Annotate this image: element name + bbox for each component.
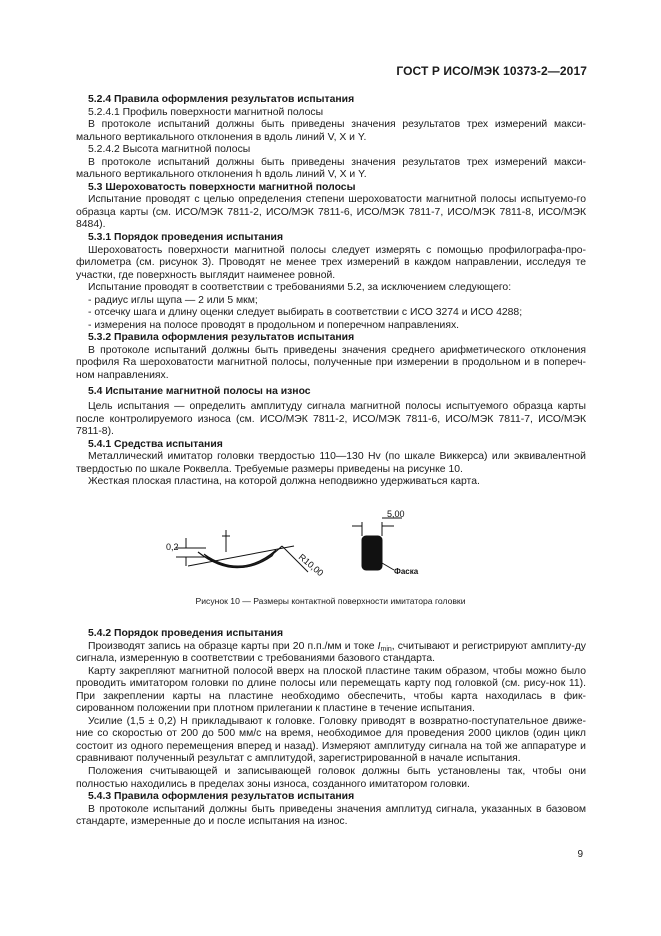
list-item: - радиус иглы щупа — 2 или 5 мкм; [88,294,258,306]
paragraph: Шероховатость поверхности магнитной полосы следует измерять с помощью профилографа-про-филометра (см. рисунок 3). Проводят не менее трех измерений в каждом направлении, исследуя те участки, где поверхность выглядит наименее ровной. [76,244,586,281]
section-heading: 5.4.3 Правила оформления результатов испытания [88,791,355,803]
paragraph: В протоколе испытаний должны быть приведены значения амплитуд сигнала, указанных в базовом стандарте, измеренные до и после испытания на износ. [76,803,586,828]
paragraph: Карту закрепляют магнитной полосой вверх на плоской пластине таким образом, чтобы можно было проводить имитатором головки по длине полосы или перемещать карту под головкой (см. рису-нок 11). При закреплении карты на пластине необходимо обеспечить, чтобы карта находилась в фик-сированном положении при плотном прилегании к пластине в течение испытания. [76,665,586,715]
paragraph: Усилие (1,5 ± 0,2) Н прикладывают к головке. Головку приводят в возвратно-поступательное движе-ние со скоростью от 200 до 500 мм/с на время, необходимое для проведения 2000 циклов (один цикл состоит из одного перемещения вперед и назад). Измеряют амплитуду сигнала на той же аппаратуре и сравнивают полученный результат с амплитудой, зарегистрированной в начале испытания. [76,715,586,765]
paragraph: Цель испытания — определить амплитуду сигнала магнитной полосы испытуемого образца карты после контролируемого износа (см. ИСО/МЭК 7811-2, ИСО/МЭК 7811-6, ИСО/МЭК 7811-7, ИСО/МЭК 7811-8). [76,401,586,438]
paragraph: Жесткая плоская пластина, на которой должна неподвижно удерживаться карта. [88,476,480,488]
text-run: , считывают и регистрируют амплиту-ду сигнала, измеренную в соответствии с требованиями базового стандарта. [76,640,586,665]
list-item: - отсечку шага и длину оценки следует выбирать в соответствии с ИСО 3274 и ИСО 4288; [88,307,523,319]
section-heading: 5.2.4 Правила оформления результатов испытания [88,94,355,105]
section-heading: 5.3.2 Правила оформления результатов испытания [88,332,355,344]
section-heading: 5.4 Испытание магнитной полосы на износ [88,385,311,397]
section-heading: 5.4.1 Средства испытания [88,438,223,450]
paragraph: Испытание проводят в соответствии с требованиями 5.2, за исключением следующего: [88,282,512,294]
chamfer-label: Фаска [394,567,419,576]
figure-10-caption: Рисунок 10 — Размеры контактной поверхности имитатора головки [195,596,466,606]
paragraph: В протоколе испытаний должны быть приведены значения результатов трех измерений макси-мального вертикального отклонения h вдоль линий V, X и Y. [76,156,586,181]
section-heading: 5.3.1 Порядок проведения испытания [88,232,284,244]
dim-left-label: 0,2 [166,542,179,552]
page-number: 9 [577,849,583,860]
paragraph: Металлический имитатор головки твердостью 110—130 Hv (по шкале Виккерса) или эквивалентной твердостью по шкале Роквелла. Требуемые размеры приведены на рисунке 10. [76,451,586,475]
section-5-2-4-to-5-4-1 [76,94,586,489]
section-heading: 5.3 Шероховатость поверхности магнитной полосы [88,181,356,193]
section-5-4-2-to-5-4-3 [76,628,586,829]
document-code-header: ГОСТ Р ИСО/МЭК 10373-2—2017 [396,64,587,78]
paragraph: Положения считывающей и записывающей головок должны быть установлены так, чтобы они полностью находились в пределах зоны износа, созданного имитатором головки. [76,766,586,790]
paragraph: 5.2.4.1 Профиль поверхности магнитной полосы [88,106,324,118]
curved-head-profile [176,530,308,572]
dim-width-label: 5,00 [387,509,405,519]
paragraph [76,641,586,666]
section-heading: 5.4.2 Порядок проведения испытания [88,628,284,639]
variable: I [377,640,381,652]
subscript: min [380,645,392,653]
paragraph: 5.2.4.2 Высота магнитной полосы [88,144,251,156]
paragraph: Испытание проводят с целью определения степени шероховатости магнитной полосы испытуемо-го образца карты (см. ИСО/МЭК 7811-2, ИСО/МЭК 7811-6, ИСО/МЭК 7811-7, ИСО/МЭК 7811-8, ИСО/МЭК 8484). [76,194,586,231]
list-item: - измерения на полосе проводят в продольном и поперечном направлениях. [88,319,460,331]
paragraph: В протоколе испытаний должны быть приведены значения среднего арифметического отклонения профиля Ra шероховатости магнитной полосы, полученные при измерении в продольном и в попереч-ном направлениях. [76,344,586,382]
text-run: Производят запись на образце карты при 20 п.п./мм и токе [88,640,378,652]
chamfered-head-block [352,518,402,570]
dim-radius-label: R10,00 [296,551,326,579]
paragraph: В протоколе испытаний должны быть приведены значения результатов трех измерений макси-мального вертикального отклонения в вдоль линий V, X и Y. [76,119,586,143]
